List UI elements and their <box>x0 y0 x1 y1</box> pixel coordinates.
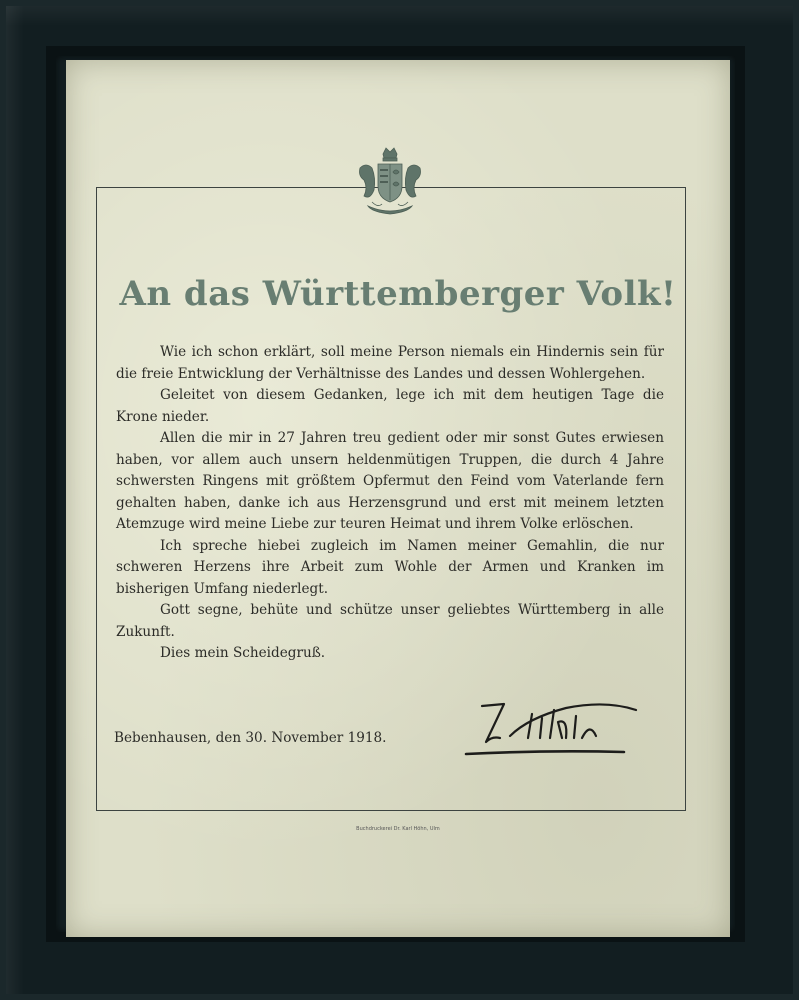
paragraph: Wie ich schon erklärt, soll meine Person niemals ein Hindernis sein für die freie Entwicklung der Verhältnisse des Landes und dessen Wohlergehen. <box>116 344 664 382</box>
proclamation-title: An das Württemberger Volk! <box>119 274 677 314</box>
paragraph: Gott segne, behüte und schütze unser geliebtes Württemberg in alle Zukunft. <box>116 602 664 640</box>
handwritten-signature <box>446 678 646 768</box>
wuerttemberg-coat-of-arms-icon <box>350 146 430 222</box>
paragraph: Allen die mir in 27 Jahren treu gedient oder mir sonst Gutes erwiesen haben, vor allem auch unsern heldenmütigen Truppen, die durch 4 Jahre schwersten Ringens mit größtem Opfermut den Feind vom Vaterlande fern gehalten haben, danke ich aus Herzensgrund und erst mit meinem letzten Atemzuge wird meine Liebe zur teuren Heimat und ihrem Volke erlöschen. <box>116 430 664 532</box>
proclamation-sheet <box>66 60 730 937</box>
place-and-date: Bebenhausen, den 30. November 1918. <box>114 730 387 746</box>
paragraph: Dies mein Scheidegruß. <box>160 645 326 661</box>
paragraph: Geleitet von diesem Gedanken, lege ich mit dem heutigen Tage die Krone nieder. <box>116 387 664 425</box>
printer-imprint: Buchdruckerei Dr. Karl Höhn, Ulm <box>356 826 440 832</box>
proclamation-body <box>116 342 664 665</box>
paragraph: Ich spreche hiebei zugleich im Namen meiner Gemahlin, die nur schweren Herzens ihre Arbeit zum Wohle der Armen und Kranken im bisherigen Umfang niederlegt. <box>116 537 664 597</box>
